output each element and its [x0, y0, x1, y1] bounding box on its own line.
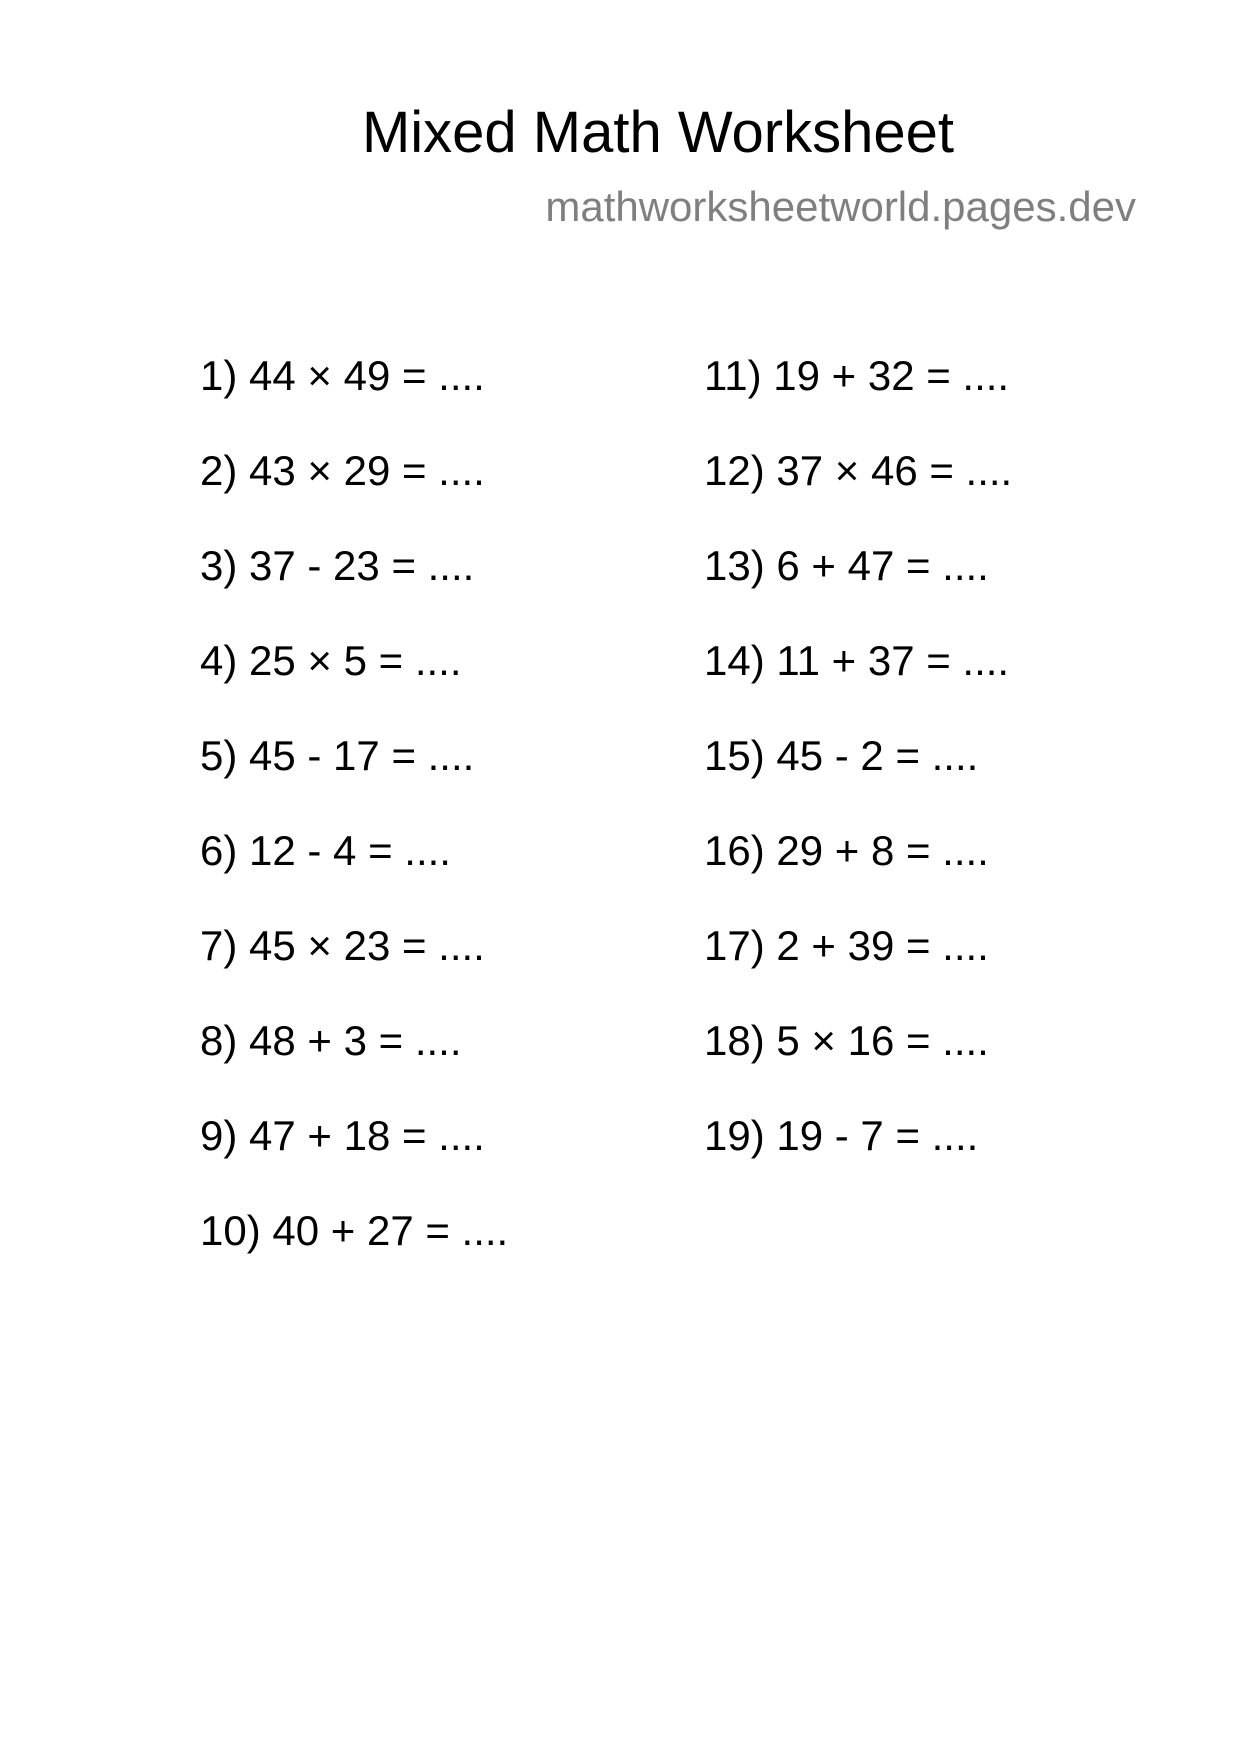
problem-18: 18) 5 × 16 = .... [704, 1017, 989, 1064]
website-link: mathworksheetworld.pages.dev [545, 183, 1136, 230]
problem-12: 12) 37 × 46 = .... [704, 447, 1013, 494]
problem-1: 1) 44 × 49 = .... [200, 352, 485, 399]
problem-13: 13) 6 + 47 = .... [704, 542, 989, 589]
problem-5: 5) 45 - 17 = .... [200, 732, 475, 779]
problem-19: 19) 19 - 7 = .... [704, 1112, 979, 1159]
worksheet-title: Mixed Math Worksheet [361, 100, 955, 165]
problem-9: 9) 47 + 18 = .... [200, 1112, 485, 1159]
problems-column-left [200, 350, 508, 1300]
problem-3: 3) 37 - 23 = .... [200, 542, 475, 589]
problem-8: 8) 48 + 3 = .... [200, 1017, 462, 1064]
problem-16: 16) 29 + 8 = .... [704, 827, 989, 874]
problem-6: 6) 12 - 4 = .... [200, 827, 451, 874]
problem-11: 11) 19 + 32 = .... [704, 352, 1010, 399]
problem-14: 14) 11 + 37 = .... [704, 637, 1010, 684]
problems-column-right [704, 350, 1012, 1205]
problem-7: 7) 45 × 23 = .... [200, 922, 485, 969]
problem-2: 2) 43 × 29 = .... [200, 447, 485, 494]
problem-10: 10) 40 + 27 = .... [200, 1207, 509, 1254]
problem-4: 4) 25 × 5 = .... [200, 637, 462, 684]
problem-15: 15) 45 - 2 = .... [704, 732, 979, 779]
problem-17: 17) 2 + 39 = .... [704, 922, 989, 969]
